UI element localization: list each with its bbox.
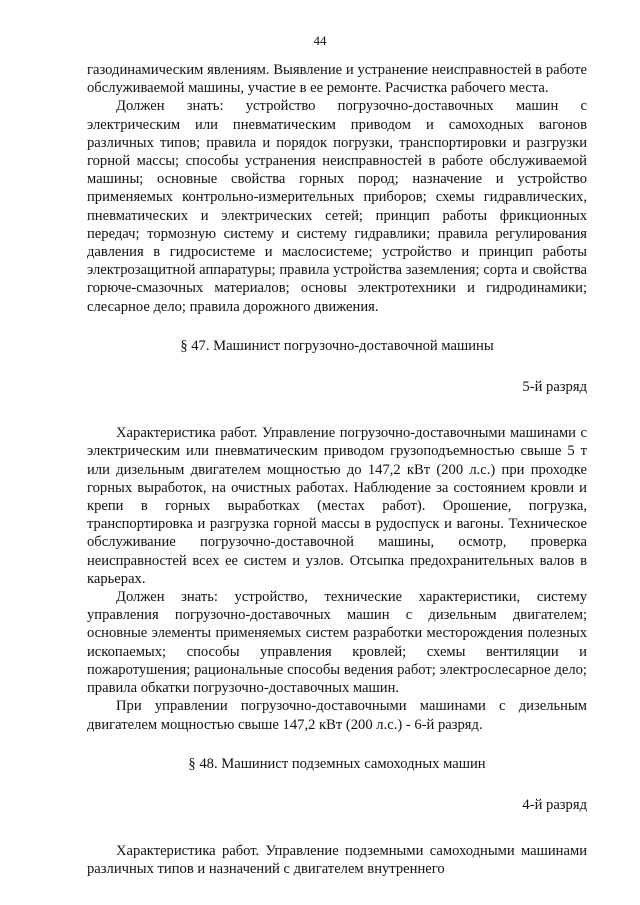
- document-body: [87, 61, 587, 879]
- grade-label-48: 4-й разряд: [522, 796, 587, 813]
- page-number: 44: [313, 33, 327, 48]
- section-heading-48: § 48. Машинист подземных самоходных машин: [188, 755, 486, 772]
- paragraph-continuation: газодинамическим явлениям. Выявление и устранение неисправностей в работе обслуживаемой машины, участие в ее ремонте. Расчистка рабочего места.: [87, 62, 587, 97]
- paragraph-knowledge-requirements-47: Должен знать: устройство, технические характеристики, систему управления погрузочно-доставочных машин с дизельным двигателем; основные элементы применяемых систем разработки месторождения полезных ископаемых; способы управления кровлей; схемы вентиляции и пожаротушения; рациональные способы ведения работ; электрослесарное дело; правила обкатки погрузочно-доставочных машин.: [87, 589, 587, 697]
- grade-label-47: 5-й разряд: [522, 379, 587, 396]
- paragraph-work-characteristics-47: Характеристика работ. Управление погрузочно-доставочными машинами с электрическим или пневматическим приводом грузоподъемностью свыше 5 т или дизельным двигателем мощностью до 147,2 кВт (200 л.с.) при проходке горных выработок, на очистных работах. Наблюдение за состоянием кровли и крепи в горных выработках (местах работ). Орошение, погрузка, транспортировка и разгрузка горной массы в рудоспуск и вагоны. Техническое обслуживание погрузочно-доставочной машины, осмотр, проверка неисправностей всех ее систем и узлов. Отсыпка предохранительных валов в карьерах.: [87, 425, 587, 587]
- paragraph-knowledge-requirements: Должен знать: устройство погрузочно-доставочных машин с электрическим или пневматическим приводом и самоходных вагонов различных типов; правила и порядок погрузки, транспортировки и разгрузки горной массы; способы устранения неисправностей в работе обслуживаемой машины; основные свойства горных пород; назначение и устройство применяемых контрольно-измерительных приборов; схемы гидравлических, пневматических и электрических сетей; принцип работы фрикционных передач; тормозную систему и систему гидравлики; правила регулирования давления в гидросистеме и маслосистеме; устройство и принцип работы электрозащитной аппаратуры; правила устройства заземления; сорта и свойства горюче-смазочных материалов; основы электротехники и гидродинамики; слесарное дело; правила дорожного движения.: [87, 98, 587, 315]
- paragraph-grade-note-47: При управлении погрузочно-доставочными машинами с дизельным двигателем мощностью свыше 147,2 кВт (200 л.с.) - 6-й разряд.: [87, 698, 587, 733]
- section-heading-47: § 47. Машинист погрузочно-доставочной машины: [180, 337, 494, 354]
- paragraph-work-characteristics-48: Характеристика работ. Управление подземными самоходными машинами различных типов и назначений с двигателем внутреннего: [87, 843, 587, 878]
